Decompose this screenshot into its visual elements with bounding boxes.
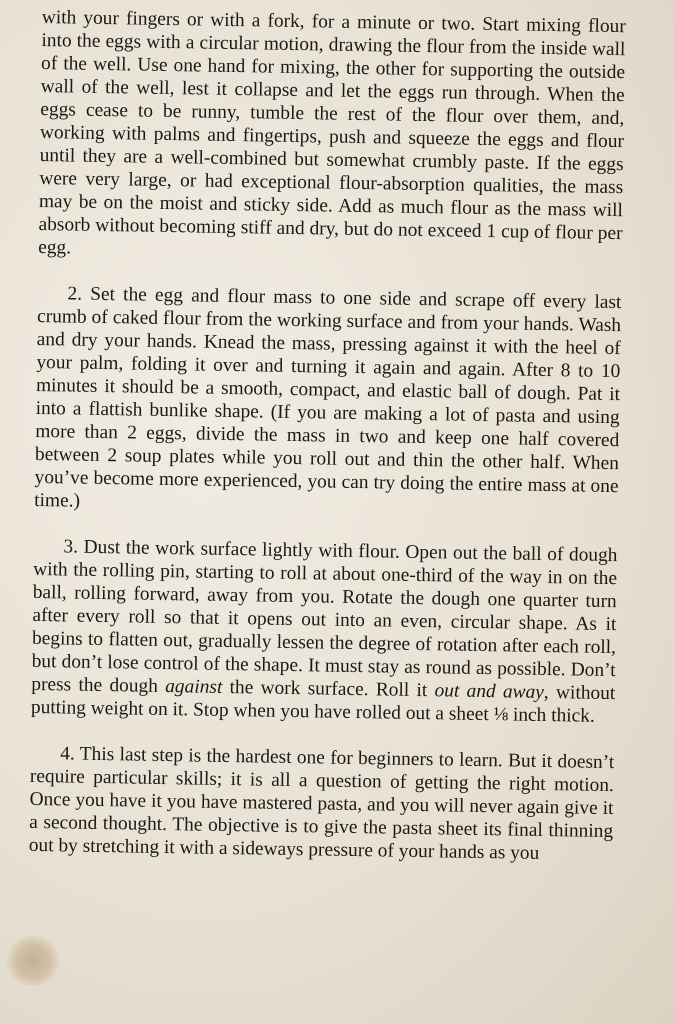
paragraph-step-3: 3. Dust the work surface lightly with flour. Open out the ball of dough with the rolling pin, starting to roll at about one-third of the way in on the ball, rolling forward, away from you. Rotate the dough one quarter turn after every roll so that it opens out into an even, circular shape. As it begins to flatten out, gradually lessen the degree of rotation after each roll, but don’t lose control of the shape. It must stay as round as possible. Don’t press the dough against the work surface. Roll it out and away, without putting weight on it. Stop when you have rolled out a sheet ⅛ inch thick. xyxy=(30,536,618,727)
emphasis-out-and-away: out and away xyxy=(434,680,545,703)
page-stain xyxy=(6,936,60,986)
paragraph-step-4: 4. This last step is the hardest one for beginners to learn. But it doesn’t require particular skills; it is all a question of getting the right motion. Once you have it you have mastered pasta, and you will never again give it a second thought. The objective is to give the pasta sheet its final thinning out by stretching it with a sideways pressure of your hands as you xyxy=(28,743,615,864)
paragraph-1: with your fingers or with a fork, for a minute or two. Start mixing flour into the eggs with a circular motion, drawing the flour from the inside wall of the well. Use one hand for mixing, the other for supporting the outside wall of the well, lest it collapse and let the eggs run through. When the eggs cease to be runny, tumble the rest of the flour over them, and, working with palms and fingertips, push and squeeze the eggs and flour until they are a well-combined but somewhat crumbly paste. If the eggs were very large, or had exceptional flour-absorption qualities, the mass may be on the moist and sticky side. Add as much flour as the mass will absorb without becoming stiff and dry, but do not exceed 1 cup of flour per egg. xyxy=(38,6,626,259)
paragraph-step-2: 2. Set the egg and flour mass to one side and scrape off every last crumb of caked flour from the working surface and from your hands. Wash and dry your hands. Knead the mass, pressing against it with the heel of your palm, folding it over and turning it again and again. After 8 to 10 minutes it should be a smooth, compact, and elastic ball of dough. Pat it into a flattish bunlike shape. (If you are making a lot of pasta and using more than 2 eggs, divide the mass in two and keep one half covered between 2 soup plates while you roll out and thin the other half. When you’ve become more experienced, you can try doing the entire mass at one time.) xyxy=(34,283,622,512)
recipe-text xyxy=(28,6,626,889)
emphasis-against: against xyxy=(165,676,223,698)
